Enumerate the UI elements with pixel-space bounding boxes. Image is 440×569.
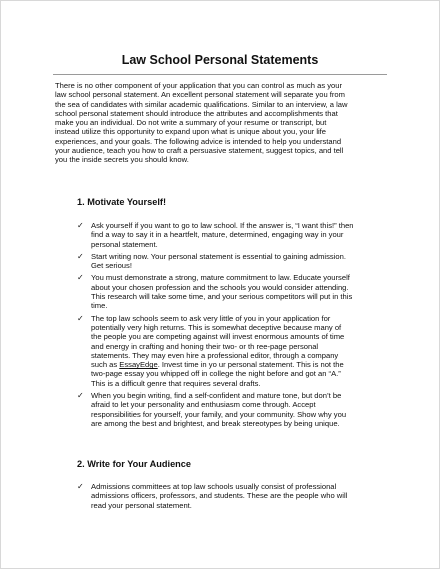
motivate-list: [77, 221, 399, 431]
checkmark-icon: ✓: [77, 251, 84, 261]
list-item-text: [91, 314, 399, 388]
list-item: [77, 314, 399, 388]
checkmark-icon: ✓: [77, 273, 84, 283]
list-item: [77, 273, 399, 310]
checkmark-icon: ✓: [77, 313, 84, 323]
list-item-text: When you begin writing, find a self-confident and mature tone, but don’t be afraid to let your personality and enthusiasm come through. Accept responsibilities for yourself, your family, and your community. Show why you are among the best and brightest, and break stereotypes by being unique.: [91, 391, 347, 428]
list-item-text: Admissions committees at top law schools usually consist of professional admissions officers, professors, and students. These are the people who will read your personal statement.: [91, 482, 348, 510]
section-heading-motivate: 1. Motivate Yourself!: [77, 197, 167, 207]
checkmark-icon: ✓: [77, 221, 84, 230]
list-item: [77, 252, 399, 271]
list-item-text: Ask yourself if you want to go to law school. If the answer is, “I want this!” then find a way to say it in a heartfelt, mature, determined, engaging way in your personal statement.: [91, 221, 354, 249]
list-item: [77, 391, 399, 428]
section-heading-audience: 2. Write for Your Audience: [77, 459, 192, 469]
title-divider: [53, 74, 387, 75]
list-item-text: You must demonstrate a strong, mature commitment to law. Educate yourself about your chosen profession and the schools you would consider attending. This research will take some time, and your serious competitors will put in this time.: [91, 273, 353, 311]
checkmark-icon: ✓: [77, 482, 84, 491]
audience-list: [77, 482, 399, 513]
list-item: [77, 482, 399, 510]
list-item-text-start: The top law schools seem to ask very little of you in your application for potentially very high returns. This is somewhat deceptive because many of the people you are competing against will invest enormous amounts of time and energy in crafting and honing their two- or th ree-page personal statements. They may even hire a professional editor, through a company such as: [91, 313, 345, 370]
document-title: Law School Personal Statements: [121, 53, 319, 67]
essayedge-link[interactable]: EssayEdge: [119, 360, 158, 370]
list-item-text-end: . Invest time in yo ur personal statement. This is not the two-page essay you whipped off in college the night before and got an “A.” This is a difficult genre that requires several drafts.: [91, 360, 344, 388]
list-item-text: Start writing now. Your personal statement is essential to gaining admission. Get serious!: [91, 251, 346, 271]
checkmark-icon: ✓: [77, 391, 84, 401]
list-item: [77, 221, 399, 249]
intro-paragraph: There is no other component of your application that you can control as much as your law school personal statement. An excellent personal statement will separate you from the sea of candidates with similar academic qualifications. Similar to an interview, a law school personal statement should introduce the attributes and accomplishments that make you an individual. Do not write a summary of your resume or transcript, but instead utilize this opportunity to expand upon what is unique about you, your life experiences, and your goals. The following advice is intended to help you understand your audience, teach you how to craft a persuasive statement, suggest topics, and tell you the inside secrets you should know.: [55, 81, 348, 165]
